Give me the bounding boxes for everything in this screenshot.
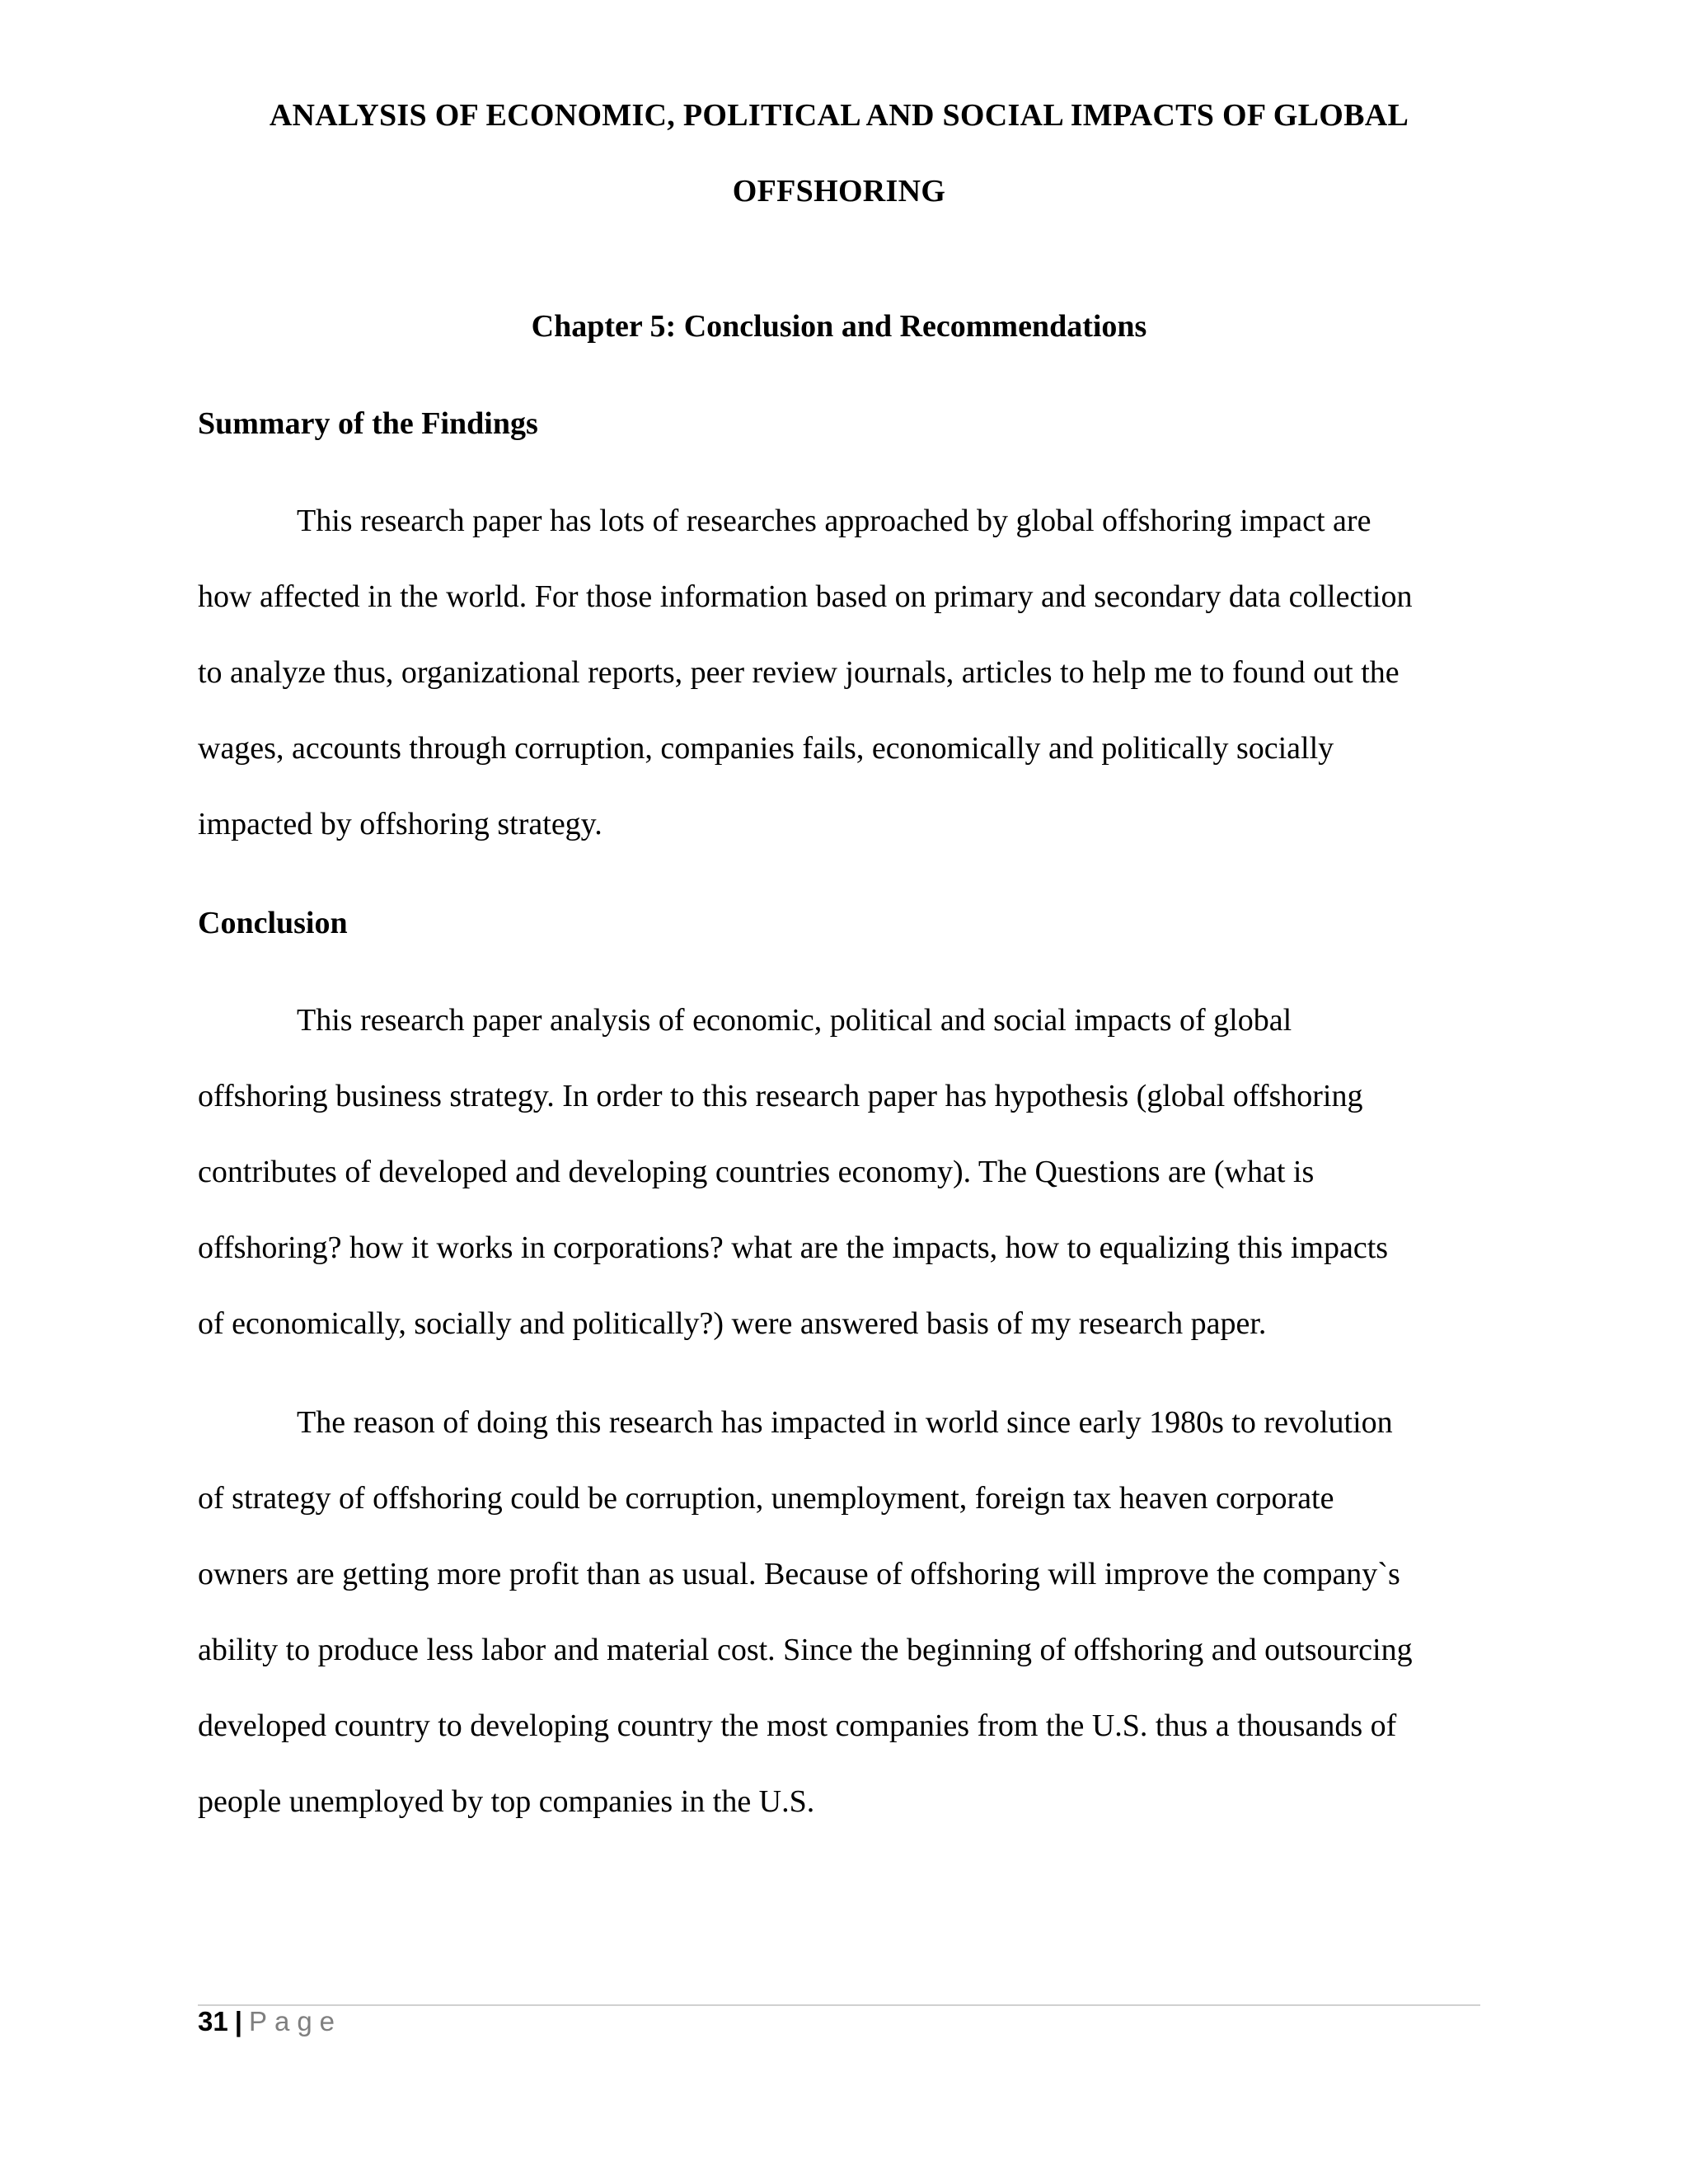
paragraph-line: wages, accounts through corruption, companies fails, economically and politically socially (198, 731, 1334, 766)
page-number: 31 (198, 2006, 228, 2036)
paragraph-line: of strategy of offshoring could be corruption, unemployment, foreign tax heaven corporate (198, 1481, 1334, 1516)
document-title-line-2: OFFSHORING (732, 174, 946, 209)
paragraph-line: contributes of developed and developing countries economy). The Questions are (what is (198, 1155, 1315, 1189)
page-label: Page (248, 2006, 343, 2036)
paragraph-line: developed country to developing country the most companies from the U.S. thus a thousands of (198, 1708, 1397, 1743)
paragraph-line: of economically, socially and politically?) were answered basis of my research paper. (198, 1306, 1267, 1341)
paragraph-line: owners are getting more profit than as usual. Because of offshoring will improve the company`s (198, 1557, 1400, 1591)
paragraph-line: impacted by offshoring strategy. (198, 807, 603, 841)
section-heading-conclusion: Conclusion (198, 906, 348, 940)
paragraph-line: how affected in the world. For those information based on primary and secondary data collection (198, 579, 1413, 614)
footer-divider (198, 2004, 1480, 2006)
paragraph-line: ability to produce less labor and material cost. Since the beginning of offshoring and outsourcing (198, 1633, 1413, 1667)
section-heading-summary: Summary of the Findings (198, 406, 538, 441)
footer-separator: | (234, 2006, 242, 2036)
paragraph-line: This research paper has lots of researches approached by global offshoring impact are (297, 504, 1372, 538)
paragraph-line: offshoring? how it works in corporations? what are the impacts, how to equalizing this impacts (198, 1230, 1389, 1265)
paragraph-line: to analyze thus, organizational reports, peer review journals, articles to help me to found out the (198, 655, 1400, 690)
paragraph-line: offshoring business strategy. In order to this research paper has hypothesis (global offshoring (198, 1079, 1363, 1113)
paragraph-line: The reason of doing this research has impacted in world since early 1980s to revolution (297, 1405, 1393, 1440)
paragraph-line: This research paper analysis of economic, political and social impacts of global (297, 1003, 1292, 1038)
paragraph-line: people unemployed by top companies in the U.S. (198, 1784, 815, 1819)
document-title-line-1: ANALYSIS OF ECONOMIC, POLITICAL AND SOCIAL IMPACTS OF GLOBAL (269, 98, 1409, 133)
page-footer (198, 2006, 342, 2037)
chapter-heading: Chapter 5: Conclusion and Recommendations (531, 309, 1147, 344)
